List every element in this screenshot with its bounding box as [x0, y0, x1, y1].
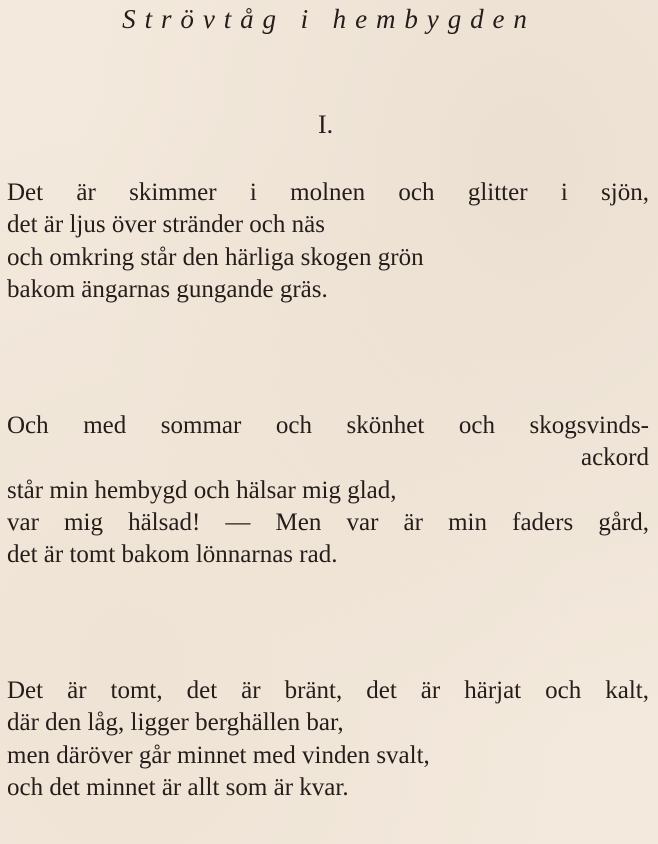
stanza-3 — [7, 675, 649, 804]
poem-line: Det är skimmer i molnen och glitter i sjön, — [7, 179, 649, 206]
stanza-1 — [7, 177, 649, 306]
poem-line: och det minnet är allt som är kvar. — [7, 773, 349, 801]
poem-line: står min hembygd och hälsar mig glad, — [7, 476, 397, 504]
stanza-2 — [7, 410, 649, 571]
poem-line: där den låg, ligger berghällen bar, — [7, 709, 344, 737]
poem-line: det är tomt bakom lönnarnas rad. — [7, 541, 338, 569]
poem-line: Det är tomt, det är bränt, det är härjat och kalt, — [7, 677, 649, 704]
poem-line: var mig hälsad! — Men var är min faders gård, — [7, 508, 649, 536]
poem-title: Strövtåg i hembygden — [122, 4, 536, 34]
poem-line: det är ljus över stränder och näs — [7, 211, 325, 239]
poem-line: bakom ängarnas gungande gräs. — [7, 275, 328, 303]
poem-line: men däröver går minnet med vinden svalt, — [7, 741, 430, 769]
poem-line-continuation: ackord — [580, 444, 649, 472]
poem-line: och omkring står den härliga skogen grön — [7, 243, 424, 271]
section-number: I. — [318, 110, 334, 139]
poem-line: Och med sommar och skönhet och skogsvinds- — [7, 412, 649, 439]
